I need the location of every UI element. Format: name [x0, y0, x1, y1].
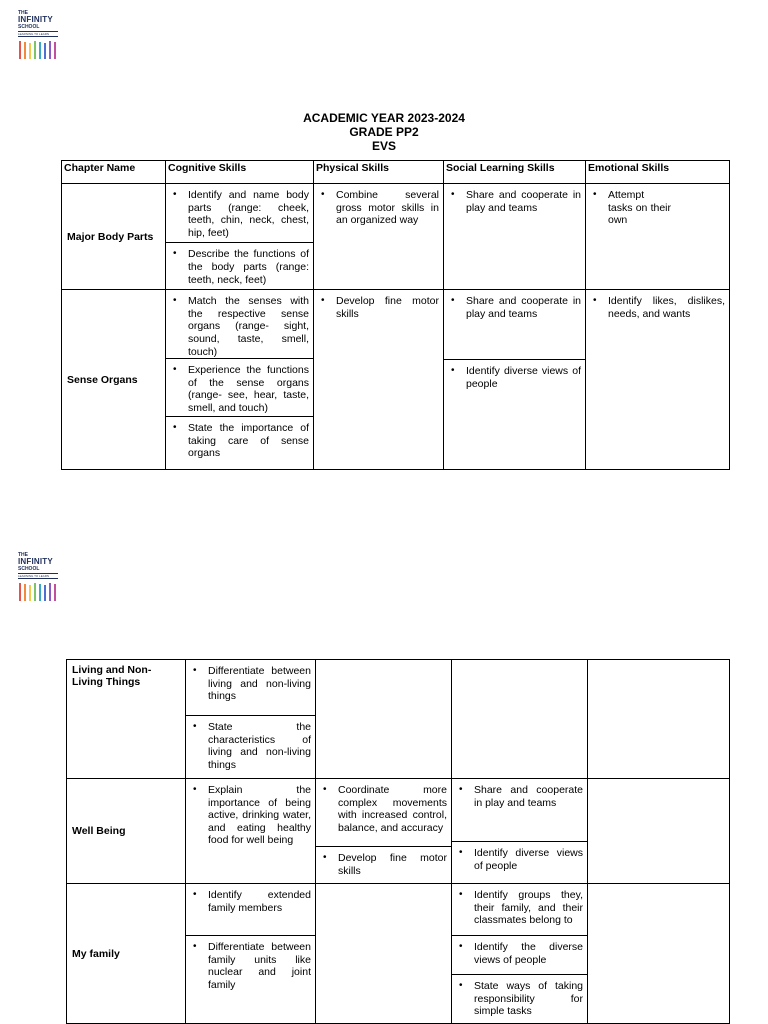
list-item: • Differentiate between family units like nuclear and joint family	[186, 936, 315, 994]
cognitive-cell	[186, 660, 316, 779]
header-chapter: Chapter Name	[62, 161, 166, 184]
list-item: • State ways of taking responsibility for simple tasks	[452, 975, 587, 1021]
social-cell	[452, 884, 588, 1024]
header-cognitive: Cognitive Skills	[166, 161, 314, 184]
list-item: • Share and cooperate in play and teams	[444, 184, 585, 217]
curriculum-table-1	[61, 160, 730, 470]
list-item: • Identify extended family members	[186, 884, 315, 917]
physical-cell	[316, 660, 452, 779]
list-item: • Share and cooperate in play and teams	[452, 779, 587, 812]
list-item: • Experience the functions of the sense organs (range- see, hear, taste, smell, and touch)	[166, 359, 313, 417]
physical-cell	[314, 184, 444, 290]
social-cell	[452, 660, 588, 779]
logo-bars-icon	[18, 581, 58, 603]
list-item: • Identify diverse views of people	[452, 842, 587, 875]
list-item: • Differentiate between living and non-living things	[186, 660, 315, 706]
list-item: • Develop fine motor skills	[314, 290, 443, 323]
list-item: • State the characteristics of living and non-living things	[186, 716, 315, 774]
grade: GRADE PP2	[349, 125, 419, 139]
chapter-name: My family	[67, 884, 186, 1024]
logo-bar	[44, 585, 46, 601]
table-row	[67, 660, 730, 779]
social-cell	[452, 779, 588, 884]
list-item: • Identify the diverse views of people	[452, 936, 587, 969]
list-item: • Combine several gross motor skills in an organized way	[314, 184, 443, 230]
chapter-name: Sense Organs	[62, 290, 166, 470]
emotional-cell	[588, 884, 730, 1024]
chapter-name: Major Body Parts	[62, 184, 166, 290]
logo-bar	[29, 43, 31, 59]
curriculum-table-2	[66, 659, 730, 1024]
header-emotional: Emotional Skills	[586, 161, 730, 184]
logo-bar	[34, 583, 36, 601]
social-cell	[444, 290, 586, 470]
header-social: Social Learning Skills	[444, 161, 586, 184]
logo-bar	[39, 42, 41, 59]
table-row	[67, 779, 730, 884]
logo-bar	[54, 584, 56, 601]
physical-cell	[314, 290, 444, 470]
list-item: • Coordinate more complex movements with increased control, balance, and accuracy	[316, 779, 451, 837]
emotional-cell	[588, 779, 730, 884]
list-item: • Identify groups they, their family, and their classmates belong to	[452, 884, 587, 930]
chapter-name: Well Being	[67, 779, 186, 884]
logo-bar	[49, 41, 51, 59]
logo-bar	[34, 41, 36, 59]
logo-bar	[19, 583, 21, 601]
social-cell	[444, 184, 586, 290]
page-heading	[0, 111, 768, 153]
logo-bar	[24, 42, 26, 59]
emotional-cell	[586, 184, 730, 290]
chapter-name: Living and Non-Living Things	[67, 660, 186, 779]
list-item: • Match the senses with the respective sense organs (range- sight, sound, taste, smell, touch)	[166, 290, 313, 361]
logo-bar	[29, 585, 31, 601]
list-item: • Explain the importance of being active, drinking water, and eating healthy food for well being	[186, 779, 315, 850]
list-item: • Develop fine motor skills	[316, 847, 451, 880]
list-item: • Identify likes, dislikes, needs, and wants	[586, 290, 729, 323]
logo-bar	[49, 583, 51, 601]
list-item: • Identify and name body parts (range: cheek, teeth, chin, neck, chest, hip, feet)	[166, 184, 313, 242]
list-item: • Attempt tasks on their own	[586, 184, 729, 230]
table-row	[62, 184, 730, 290]
school-logo: THE INFINITY SCHOOL LEARNING TO LEARN	[18, 10, 60, 61]
logo-bar	[39, 584, 41, 601]
academic-year: ACADEMIC YEAR 2023-2024	[303, 111, 465, 125]
cognitive-cell	[186, 884, 316, 1024]
list-item: • Describe the functions of the body parts (range: teeth, neck, feet)	[166, 243, 313, 289]
cognitive-cell	[186, 779, 316, 884]
subject: EVS	[371, 139, 396, 153]
cognitive-cell	[166, 290, 314, 470]
table-row	[62, 290, 730, 470]
school-logo: THE INFINITY SCHOOL LEARNING TO LEARN	[18, 552, 60, 603]
logo-bars-icon	[18, 39, 58, 61]
table-row	[67, 884, 730, 1024]
emotional-cell	[586, 290, 730, 470]
cognitive-cell	[166, 184, 314, 290]
logo-bar	[44, 43, 46, 59]
logo-bar	[19, 41, 21, 59]
emotional-cell	[588, 660, 730, 779]
list-item: • Share and cooperate in play and teams	[444, 290, 585, 323]
physical-cell	[316, 884, 452, 1024]
logo-bar	[24, 584, 26, 601]
logo-bar	[54, 42, 56, 59]
list-item: • Identify diverse views of people	[444, 360, 585, 393]
physical-cell	[316, 779, 452, 884]
header-physical: Physical Skills	[314, 161, 444, 184]
list-item: • State the importance of taking care of sense organs	[166, 417, 313, 463]
